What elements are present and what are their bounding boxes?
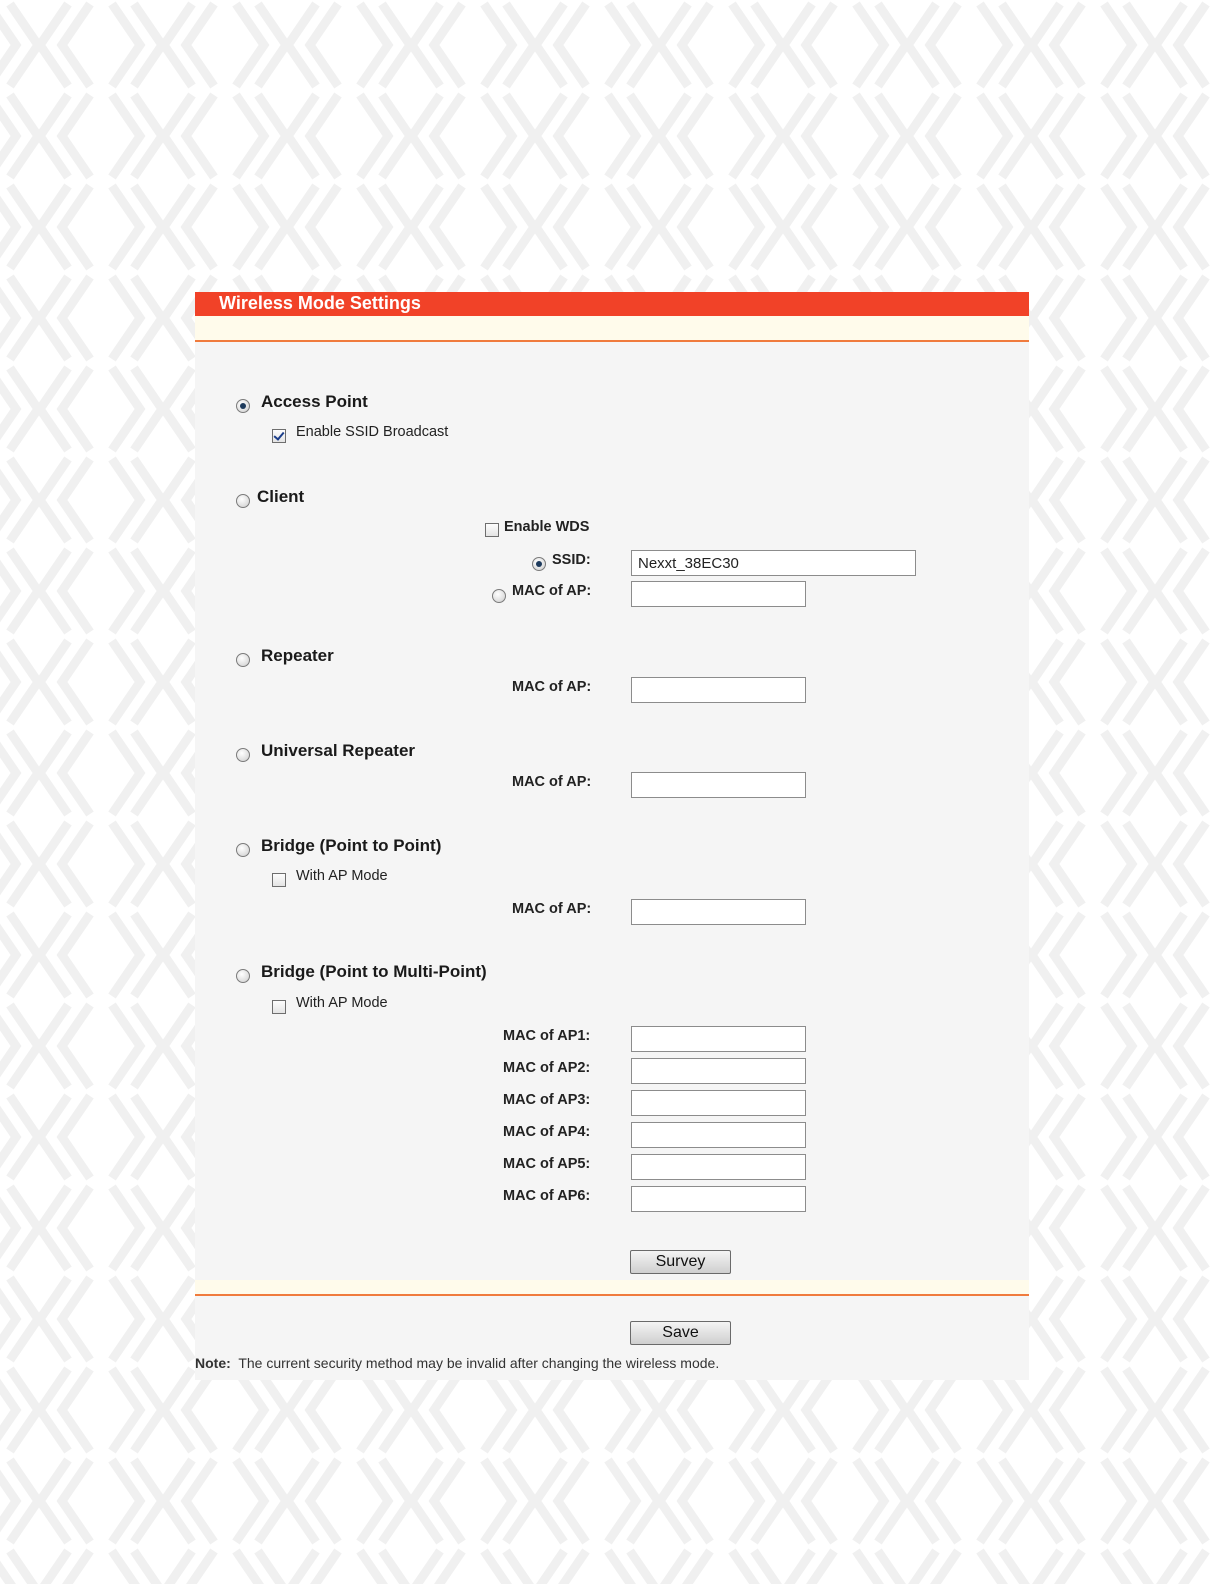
repeater-label: Repeater	[261, 646, 334, 665]
bridge-p2mp-radio[interactable]	[236, 969, 250, 983]
survey-button[interactable]: Survey	[630, 1250, 731, 1274]
bridge-p2mp-mac5-label: MAC of AP5:	[503, 1156, 591, 1172]
bridge-p2mp-mac4-label: MAC of AP4:	[503, 1124, 591, 1140]
client-ssid-label: SSID:	[552, 552, 591, 568]
footer-spacer	[195, 1280, 1029, 1294]
enable-wds-checkbox[interactable]	[485, 523, 499, 537]
repeater-mac-label: MAC of AP:	[512, 679, 592, 695]
enable-ssid-broadcast-checkbox[interactable]	[272, 429, 286, 443]
bridge-p2mp-mac1-input[interactable]	[631, 1026, 806, 1052]
access-point-radio[interactable]	[236, 399, 250, 413]
universal-repeater-mac-input[interactable]	[631, 772, 806, 798]
bridge-p2p-label: Bridge (Point to Point)	[261, 836, 442, 855]
save-button[interactable]: Save	[630, 1321, 731, 1345]
footer-divider	[195, 1294, 1029, 1296]
repeater-mac-input[interactable]	[631, 677, 806, 703]
client-mac-radio[interactable]	[492, 589, 506, 603]
universal-repeater-mac-label: MAC of AP:	[512, 774, 592, 790]
security-note	[195, 1355, 719, 1371]
client-ssid-input[interactable]	[631, 550, 916, 576]
universal-repeater-label: Universal Repeater	[261, 741, 416, 760]
bridge-p2p-ap-mode-label: With AP Mode	[296, 868, 388, 884]
bridge-p2mp-mac3-label: MAC of AP3:	[503, 1092, 591, 1108]
client-ssid-radio[interactable]	[532, 557, 546, 571]
bridge-p2p-radio[interactable]	[236, 843, 250, 857]
bridge-p2mp-mac1-label: MAC of AP1:	[503, 1028, 591, 1044]
header-spacer	[195, 316, 1029, 340]
universal-repeater-radio[interactable]	[236, 748, 250, 762]
client-radio[interactable]	[236, 494, 250, 508]
client-mac-label: MAC of AP:	[512, 583, 592, 599]
bridge-p2mp-mac6-input[interactable]	[631, 1186, 806, 1212]
bridge-p2mp-mac3-input[interactable]	[631, 1090, 806, 1116]
client-label: Client	[257, 487, 305, 506]
repeater-radio[interactable]	[236, 653, 250, 667]
panel-title: Wireless Mode Settings	[219, 293, 421, 313]
header-divider	[195, 340, 1029, 342]
bridge-p2mp-ap-mode-checkbox[interactable]	[272, 1000, 286, 1014]
bridge-p2mp-mac2-input[interactable]	[631, 1058, 806, 1084]
note-prefix: Note:	[195, 1355, 231, 1371]
bridge-p2mp-ap-mode-label: With AP Mode	[296, 995, 388, 1011]
bridge-p2mp-mac5-input[interactable]	[631, 1154, 806, 1180]
panel-title-bar	[195, 292, 1029, 316]
bridge-p2mp-label: Bridge (Point to Multi-Point)	[261, 962, 487, 981]
enable-wds-label: Enable WDS	[504, 519, 590, 535]
bridge-p2mp-mac4-input[interactable]	[631, 1122, 806, 1148]
note-text: The current security method may be invalid after changing the wireless mode.	[238, 1355, 720, 1371]
bridge-p2p-mac-input[interactable]	[631, 899, 806, 925]
enable-ssid-broadcast-label: Enable SSID Broadcast	[296, 424, 449, 440]
access-point-label: Access Point	[261, 392, 368, 411]
bridge-p2p-ap-mode-checkbox[interactable]	[272, 873, 286, 887]
bridge-p2p-mac-label: MAC of AP:	[512, 901, 592, 917]
client-mac-input[interactable]	[631, 581, 806, 607]
bridge-p2mp-mac6-label: MAC of AP6:	[503, 1188, 591, 1204]
bridge-p2mp-mac2-label: MAC of AP2:	[503, 1060, 591, 1076]
wireless-mode-settings-panel	[195, 292, 1029, 1380]
